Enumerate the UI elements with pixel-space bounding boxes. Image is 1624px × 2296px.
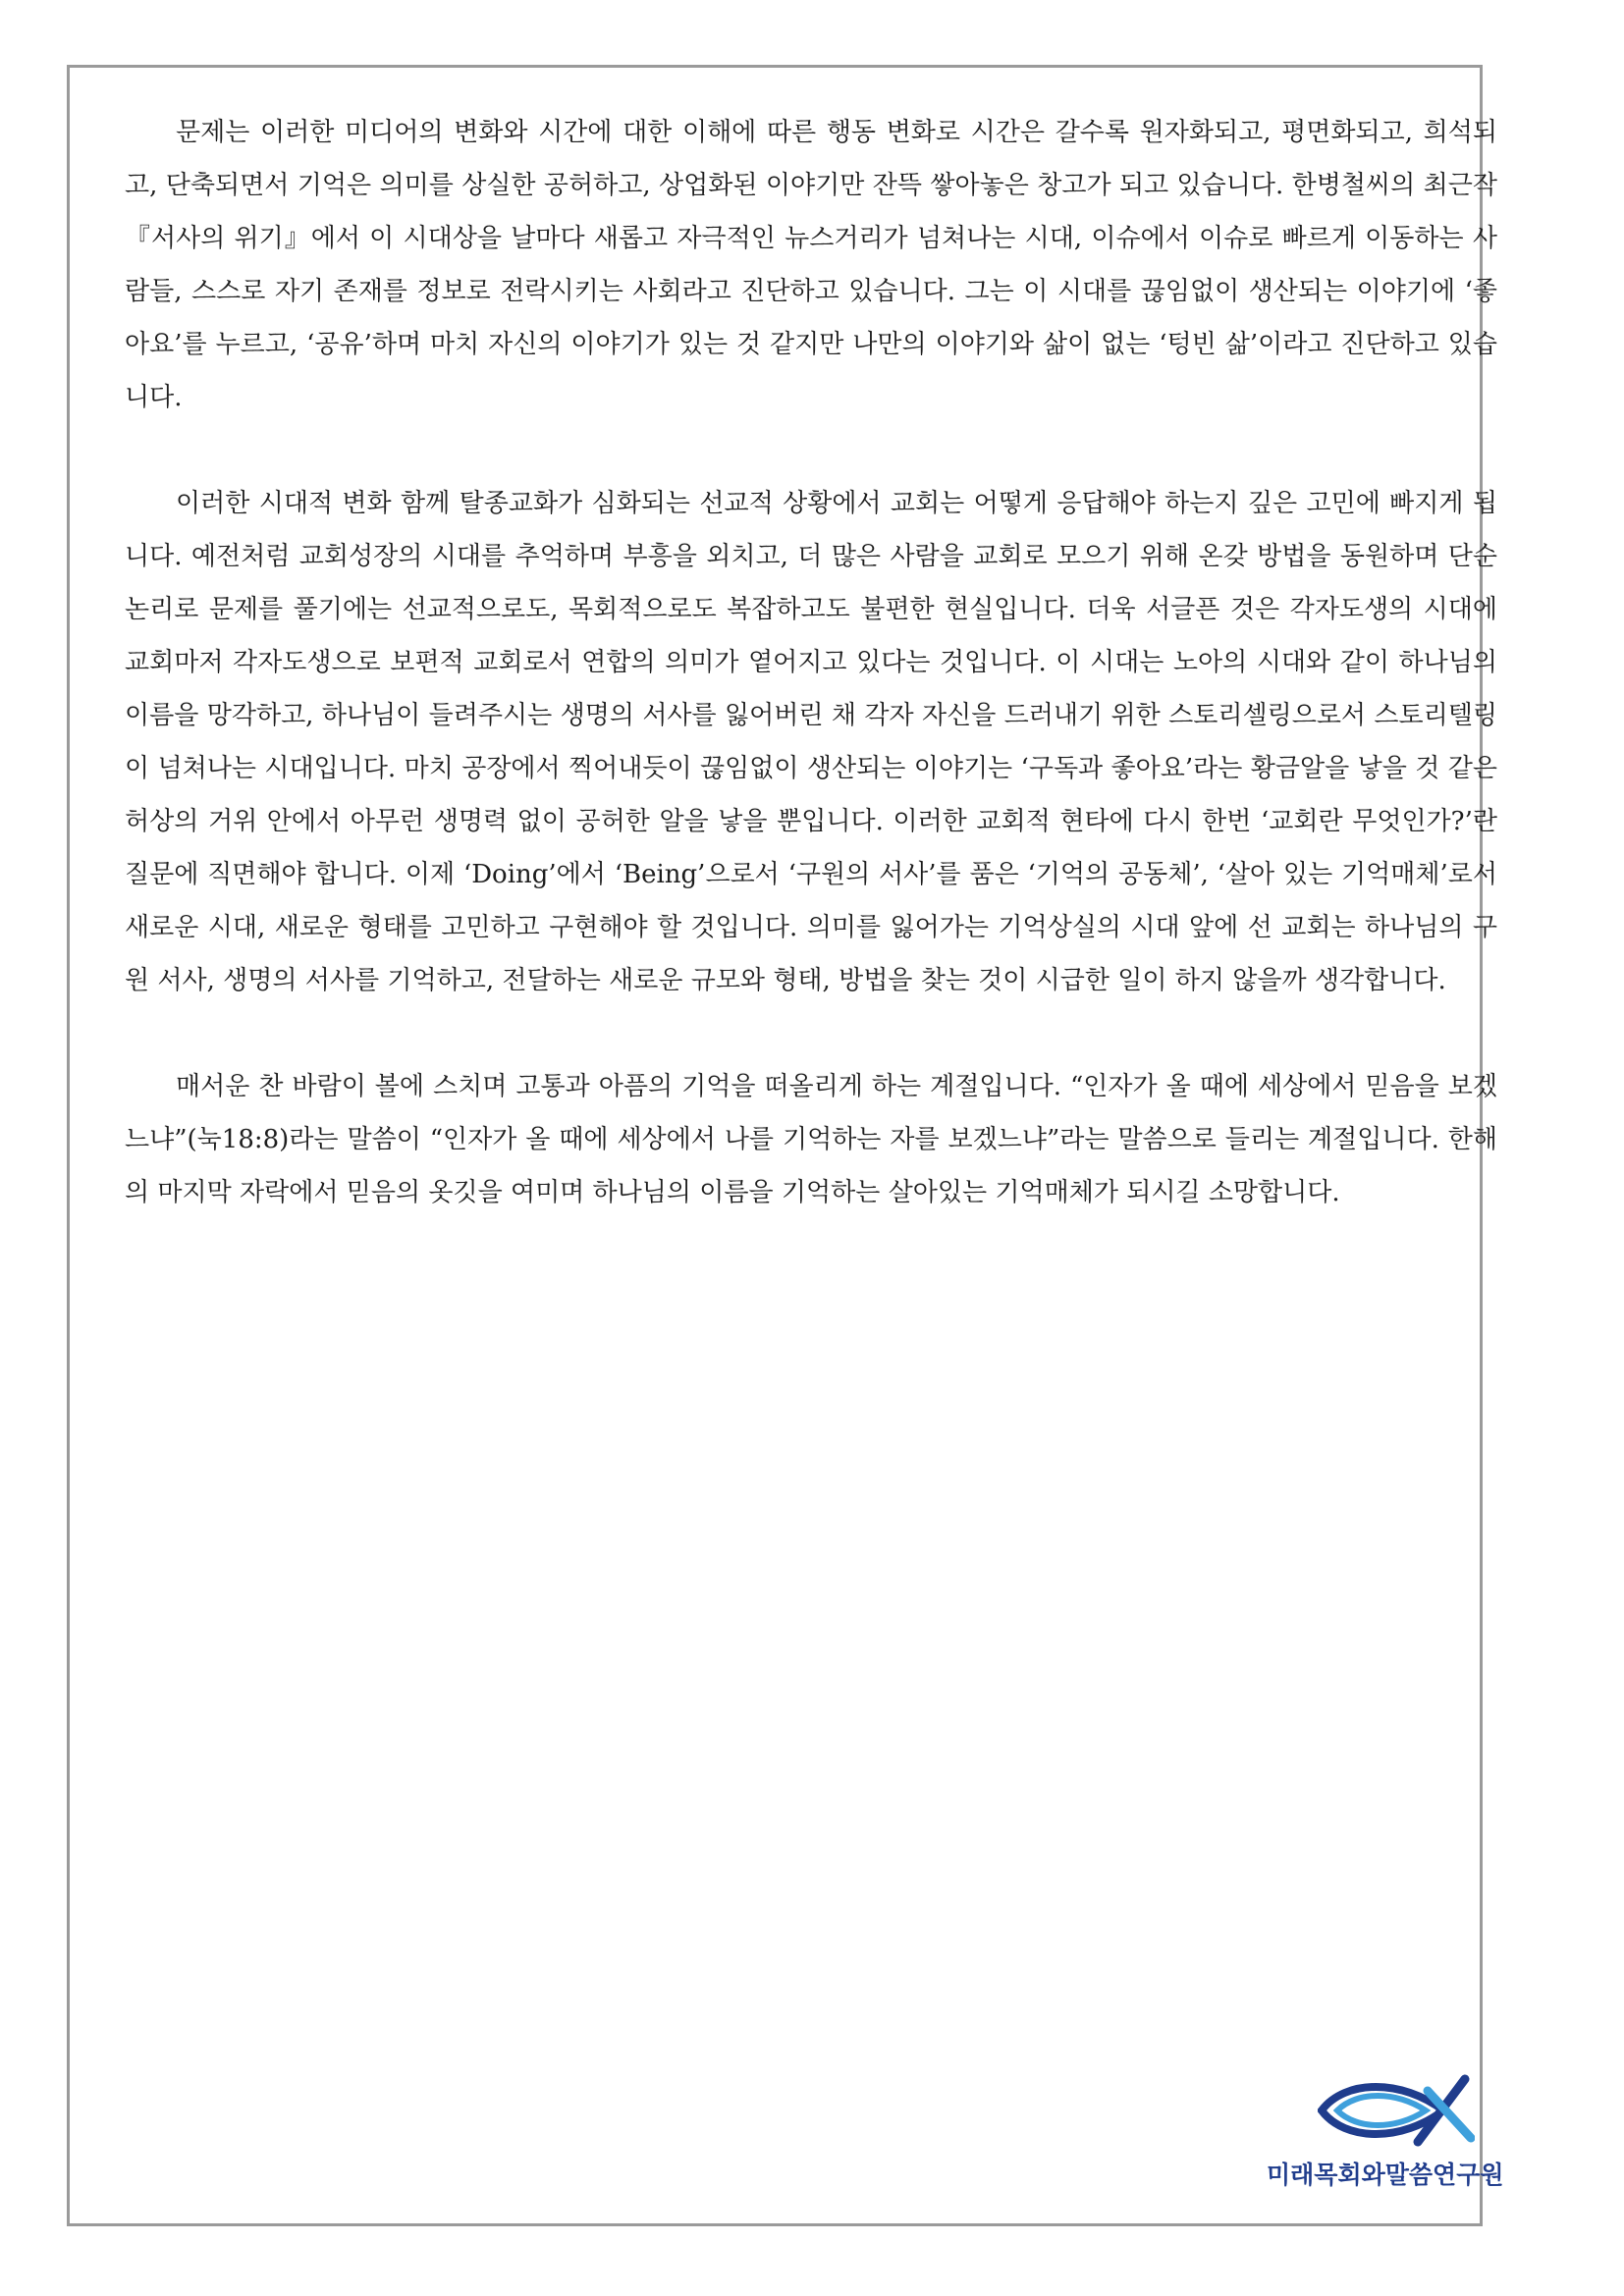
paragraph-2: 이러한 시대적 변화 함께 탈종교화가 심화되는 선교적 상황에서 교회는 어떻게 응답해야 하는지 깊은 고민에 빠지게 됩니다. 예전처럼 교회성장의 시대를 추억하며 부흥을 외치고, 더 많은 사람을 교회로 모으기 위해 온갖 방법을 동원하며 단순 논리로 문제를 풀기에는 선교적으로도, 목회적으로도 복잡하고도 불편한 현실입니다. 더욱 서글픈 것은 각자도생의 시대에 교회마저 각자도생으로 보편적 교회로서 연합의 의미가 옅어지고 있다는 것입니다. 이 시대는 노아의 시대와 같이 하나님의 이름을 망각하고, 하나님이 들려주시는 생명의 서사를 잃어버린 채 각자 자신을 드러내기 위한 스토리셀링으로서 스토리텔링이 넘쳐나는 시대입니다. 마치 공장에서 찍어내듯이 끊임없이 생산되는 이야기는 ‘구독과 좋아요’라는 황금알을 낳을 것 같은 허상의 거위 안에서 아무런 생명력 없이 공허한 알을 낳을 뿐입니다. 이러한 교회적 현타에 다시 한번 ‘교회란 무엇인가?’란 질문에 직면해야 합니다. 이제 ‘Doing’에서 ‘Being’으로서 ‘구원의 서사’를 품은 ‘기억의 공동체’, ‘살아 있는 기억매체’로서 새로운 시대, 새로운 형태를 고민하고 구현해야 할 것입니다. 의미를 잃어가는 기억상실의 시대 앞에 선 교회는 하나님의 구원 서사, 생명의 서사를 기억하고, 전달하는 새로운 규모와 형태, 방법을 찾는 것이 시급한 일이 하지 않을까 생각합니다. xyxy=(125,489,1497,995)
institute-logo xyxy=(1267,2073,1502,2220)
paragraph-1: 문제는 이러한 미디어의 변화와 시간에 대한 이해에 따른 행동 변화로 시간은 갈수록 원자화되고, 평면화되고, 희석되고, 단축되면서 기억은 의미를 상실한 공허하고, 상업화된 이야기만 잔뜩 쌓아놓은 창고가 되고 있습니다. 한병철씨의 최근작 『서사의 위기』에서 이 시대상을 날마다 새롭고 자극적인 뉴스거리가 넘쳐나는 시대, 이슈에서 이슈로 빠르게 이동하는 사람들, 스스로 자기 존재를 정보로 전락시키는 사회라고 진단하고 있습니다. 그는 이 시대를 끊임없이 생산되는 이야기에 ‘좋아요’를 누르고, ‘공유’하며 마치 자신의 이야기가 있는 것 같지만 나만의 이야기와 삶이 없는 ‘텅빈 삶’이라고 진단하고 있습니다. xyxy=(125,118,1497,412)
logo-text: 미래목회와말씀연구원 xyxy=(1267,2161,1504,2189)
document-body xyxy=(125,106,1497,1272)
paragraph-3: 매서운 찬 바람이 볼에 스치며 고통과 아픔의 기억을 떠올리게 하는 계절입니다. “인자가 올 때에 세상에서 믿음을 보겠느냐”(눅18:8)라는 말씀이 “인자가 올 때에 세상에서 나를 기억하는 자를 보겠느냐”라는 말씀으로 들리는 계절입니다. 한해의 마지막 자락에서 믿음의 옷깃을 여미며 하나님의 이름을 기억하는 살아있는 기억매체가 되시길 소망합니다. xyxy=(125,1072,1497,1207)
fish-cross-icon xyxy=(1318,2073,1475,2148)
